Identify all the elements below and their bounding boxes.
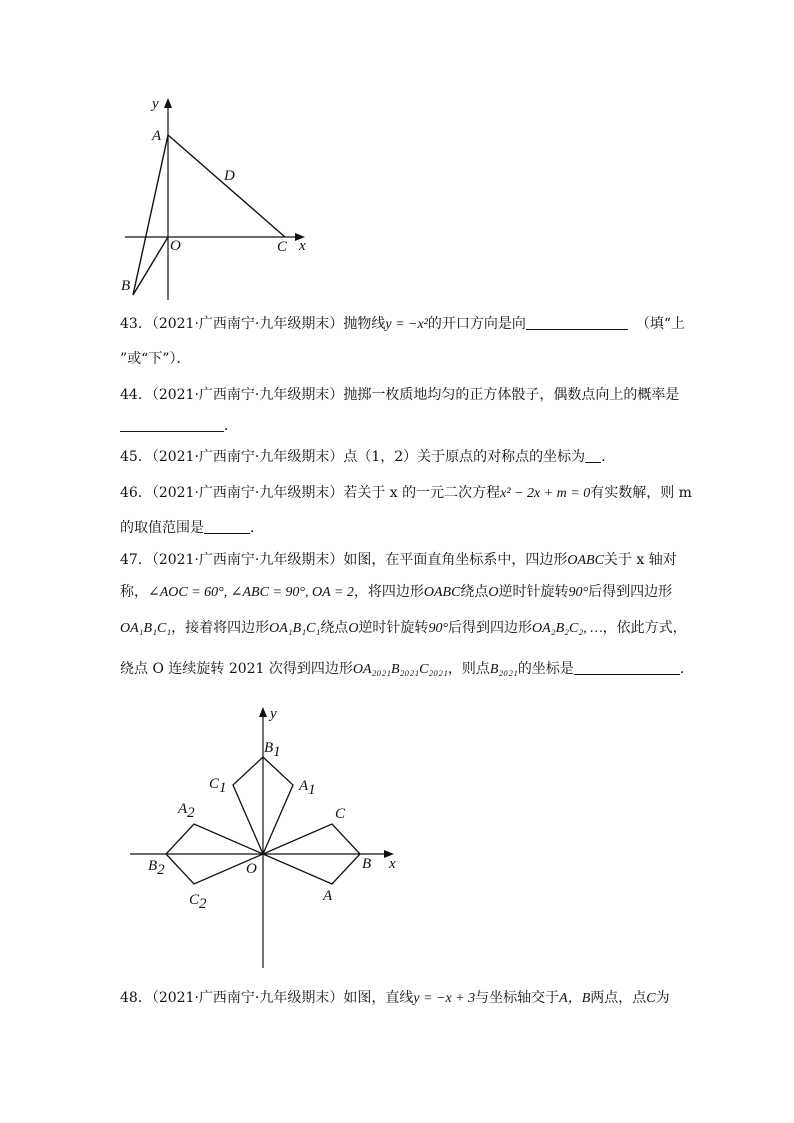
q45-answer-blank[interactable] <box>585 448 601 463</box>
q48-text-a: 如图，直线 <box>343 990 414 1006</box>
q47-text-l: 的坐标是 <box>517 661 574 677</box>
question-47-line-2 <box>120 582 672 603</box>
q43-text-d: ”或“下”）． <box>120 351 191 367</box>
q45-text-end: ． <box>601 449 616 465</box>
y-axis-arrow <box>259 707 267 717</box>
q47-oabc: OABC <box>567 553 604 568</box>
figure-2-rotated-quadrilaterals <box>125 700 415 975</box>
q47-degree: 90° <box>568 585 589 600</box>
q47-quad-2021: OA₂₀₂₁B₂₀₂₁C₂₀₂₁ <box>352 662 448 677</box>
q47-text-e: 绕点 <box>460 584 489 600</box>
label-D: D <box>224 168 235 184</box>
label-O: O <box>170 238 181 254</box>
q46-answer-blank[interactable] <box>204 519 250 534</box>
q47-text-b: 关于 x 轴对 <box>603 552 677 568</box>
q44-source: （2021·广西南宁·九年级期末） <box>151 387 344 403</box>
label-C1: C1 <box>209 776 227 796</box>
q43-formula: y = −x² <box>385 317 428 332</box>
label-B1: B1 <box>264 740 281 760</box>
q45-number: 45． <box>120 449 152 465</box>
label-y: y <box>270 706 277 722</box>
question-43-line-2 <box>120 349 190 369</box>
figure-1-triangle-diagram <box>110 90 320 305</box>
q47-answer-blank[interactable] <box>574 660 680 675</box>
q43-text-c: （填“上 <box>635 316 686 332</box>
question-47-line-1 <box>120 550 677 571</box>
q43-number: 43． <box>120 316 152 332</box>
question-48-line-1 <box>120 988 670 1009</box>
q46-number: 46． <box>120 485 152 501</box>
q45-text-a: 点（1，2）关于原点的对称点的坐标为 <box>343 449 586 465</box>
q43-source: （2021·广西南宁·九年级期末） <box>151 316 344 332</box>
q47-text-end: ． <box>679 661 694 677</box>
q47-quad-1: OA₁B₁C₁ <box>120 621 172 636</box>
q47-text-g: 后得到四边形 <box>588 584 673 600</box>
segment-AB <box>133 135 168 295</box>
question-43-line-1 <box>120 314 685 335</box>
label-A2: A2 <box>178 801 195 821</box>
q48-text-d: 为 <box>655 990 670 1006</box>
label-x: x <box>299 238 306 254</box>
q48-text-c: 两点，点 <box>590 990 647 1006</box>
q44-text-a: 抛掷一枚质地均匀的正方体骰子，偶数点向上的概率是 <box>343 387 680 403</box>
q48-number: 48． <box>120 990 152 1006</box>
y-axis-arrow <box>164 98 172 108</box>
q48-source: （2021·广西南宁·九年级期末） <box>151 990 344 1006</box>
label-O: O <box>246 861 257 877</box>
label-B: B <box>362 856 372 872</box>
q47-point-o: O <box>488 585 499 600</box>
q44-number: 44． <box>120 387 152 403</box>
question-47-line-4 <box>120 659 694 680</box>
label-C: C <box>277 239 288 255</box>
q47-text-d: ，将四边形 <box>353 584 424 600</box>
q43-text-b: 的开口方向是向 <box>427 316 526 332</box>
label-B2: B2 <box>148 858 165 878</box>
q44-answer-blank[interactable] <box>120 417 224 432</box>
label-B: B <box>121 278 131 294</box>
question-44-line-1 <box>120 385 679 405</box>
q47-text-h: ，接着将四边形 <box>171 620 270 636</box>
q46-text-c: 的取值范围是 <box>120 520 204 536</box>
q47-text-j: 绕点 O 连续旋转 2021 次得到四边形 <box>120 661 353 677</box>
question-44-line-2 <box>120 416 238 436</box>
q47-source: （2021·广西南宁·九年级期末） <box>151 552 344 568</box>
q47-point-o-2: O <box>348 621 359 636</box>
q47-number: 47． <box>120 552 152 568</box>
question-46-line-2 <box>120 518 264 538</box>
q43-answer-blank[interactable] <box>526 315 628 330</box>
q43-text-a: 抛物线 <box>343 316 386 332</box>
q47-text-k: ，则点 <box>447 661 490 677</box>
question-47-line-3 <box>120 618 687 639</box>
q48-formula: y = −x + 3 <box>413 991 476 1006</box>
q46-text-end: ． <box>250 520 264 536</box>
q46-source: （2021·广西南宁·九年级期末） <box>151 485 344 501</box>
segment-OB <box>133 237 168 295</box>
q46-formula: x² − 2x + m = 0 <box>500 486 591 501</box>
q47-quad-1b: OA₁B₁C₁ <box>269 621 321 636</box>
q47-text-c: 称， <box>120 584 148 600</box>
q48-point-c: C <box>646 991 656 1006</box>
label-y: y <box>152 96 159 112</box>
q48-text-b: 与坐标轴交于 <box>475 990 560 1006</box>
label-A: A <box>152 128 162 144</box>
q47-quad-2: OA₂B₂C₂, … <box>532 621 603 636</box>
q47-conditions: ∠AOC = 60°, ∠ABC = 90°, OA = 2 <box>148 585 354 600</box>
q47-text-a: 如图，在平面直角坐标系中，四边形 <box>343 552 568 568</box>
q48-points-ab: A，B <box>559 991 591 1006</box>
label-A1: A1 <box>299 778 316 798</box>
q47-text-f: 逆时针旋转 <box>498 584 569 600</box>
question-45-line <box>120 447 615 467</box>
q47-text-f2: 逆时针旋转 <box>358 620 429 636</box>
label-C: C <box>335 806 346 822</box>
question-46-line-1 <box>120 483 692 504</box>
q44-text-end: ． <box>224 418 238 434</box>
q47-b2021: B₂₀₂₁ <box>489 662 518 677</box>
segment-AC <box>168 135 285 237</box>
q45-source: （2021·广西南宁·九年级期末） <box>151 449 344 465</box>
q47-oabc-2: OABC <box>423 585 461 600</box>
label-x: x <box>389 856 396 872</box>
q47-text-g2: 后得到四边形 <box>448 620 533 636</box>
q46-text-a: 若关于 x 的一元二次方程 <box>343 485 501 501</box>
q47-text-e2: 绕点 <box>320 620 349 636</box>
label-C2: C2 <box>189 892 207 912</box>
q47-degree-2: 90° <box>428 621 449 636</box>
q47-text-i: ，依此方式， <box>602 620 687 636</box>
label-A: A <box>323 888 333 904</box>
q46-text-b: 有实数解，则 m <box>590 485 692 501</box>
